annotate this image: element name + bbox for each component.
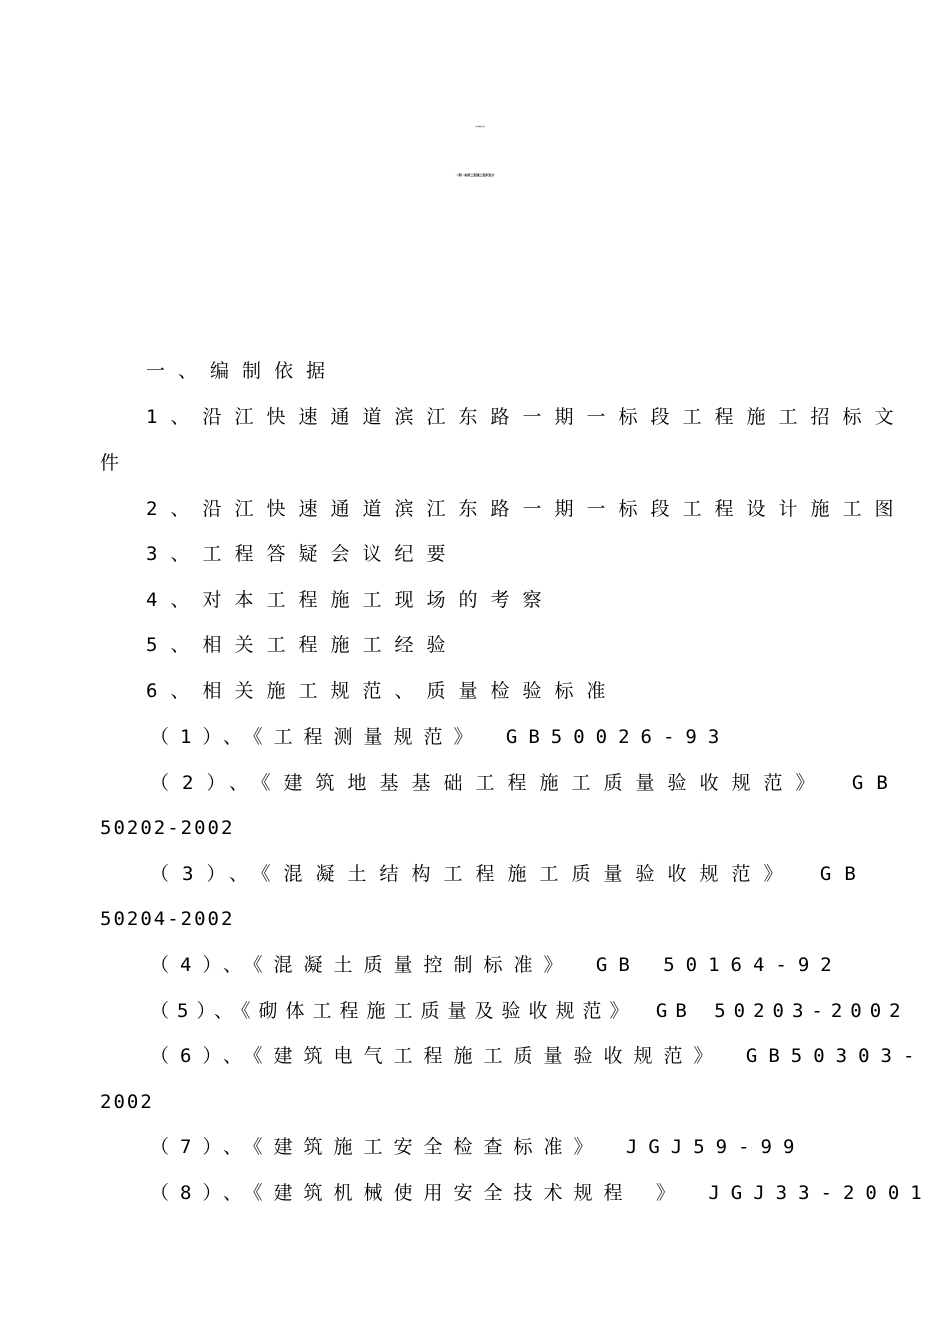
standard-item-8: （8）、《建筑机械使用安全技术规程 》 JGJ33-2001	[150, 1182, 933, 1204]
section-heading: 一、编制依据	[146, 360, 339, 382]
basis-item-2: 2、沿江快速通道滨江东路一期一标段工程设计施工图	[146, 498, 907, 520]
basis-item-4: 4、对本工程施工现场的考察	[146, 589, 555, 611]
document-title-line-1: 沿江快速通道滨江东路	[475, 127, 485, 128]
standard-item-7: （7）、《建筑施工安全检查标准》 JGJ59-99	[150, 1136, 806, 1158]
standard-item-5: （5）、《砌体工程施工质量及验收规范》 GB 50203-2002	[150, 1000, 909, 1022]
basis-item-3: 3、工程答疑会议纪要	[146, 543, 459, 565]
standard-item-4: （4）、《混凝土质量控制标准》 GB 50164-92	[150, 954, 843, 976]
standard-item-3: （3）、《混凝土结构工程施工质量验收规范》 GB	[150, 863, 869, 885]
document-title-line-2: 一期一标段工程施工组织设计	[455, 173, 495, 177]
standard-item-3-continued: 50204-2002	[100, 908, 235, 930]
standard-item-1: （1）、《工程测量规范》 GB50026-93	[150, 726, 731, 748]
chapter-heading	[0, 268, 950, 298]
standard-item-2: （2）、《建筑地基基础工程施工质量验收规范》 GB	[150, 772, 901, 794]
basis-item-6: 6、相关施工规范、质量检验标准	[146, 680, 619, 702]
standard-item-2-continued: 50202-2002	[100, 817, 235, 839]
basis-item-1: 1、沿江快速通道滨江东路一期一标段工程施工招标文	[146, 406, 907, 428]
standard-item-6-continued: 2002	[100, 1091, 154, 1113]
basis-item-1-continued: 件	[100, 452, 122, 474]
standard-item-6: （6）、《建筑电气工程施工质量验收规范》 GB50303-	[150, 1045, 926, 1067]
basis-item-5: 5、相关工程施工经验	[146, 634, 459, 656]
